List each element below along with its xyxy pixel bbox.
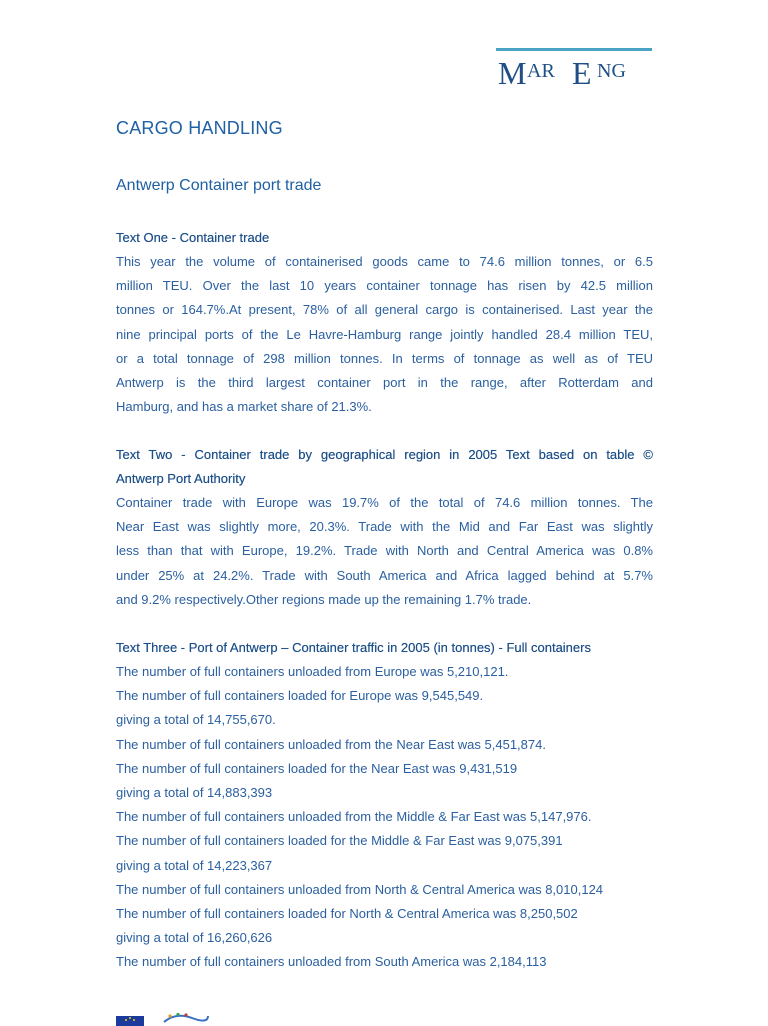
svg-text:E: E: [572, 55, 592, 88]
svg-text:AR: AR: [527, 60, 555, 82]
mareng-logo: [496, 48, 652, 90]
list-item: The number of full containers unloaded from the Near East was 5,451,874.: [116, 736, 546, 752]
section-title: Text One - Container trade: [116, 230, 270, 245]
text-line: Antwerp is the third largest container port in the range, after Rotterdam and: [116, 375, 653, 391]
text-line: Hamburg, and has a market share of 21.3%.: [116, 399, 372, 415]
list-item: giving a total of 14,223,367: [116, 857, 273, 873]
text-line: tonnes or 164.7%.At present, 78% of all general cargo is containerised. Last year the: [116, 302, 653, 318]
eu-flag-icon: [116, 1016, 144, 1026]
text-line: nine principal ports of the Le Havre-Hamburg range jointly handled 28.4 million TEU,: [116, 326, 653, 342]
list-item: The number of full containers unloaded from North & Central America was 8,010,124: [116, 881, 604, 897]
text-line: less than that with Europe, 19.2%. Trade with North and Central America was 0.8%: [116, 543, 653, 559]
page-subtitle: Antwerp Container port trade: [116, 177, 322, 194]
list-item: The number of full containers loaded for the Middle & Far East was 9,075,391: [116, 833, 563, 849]
list-item: The number of full containers unloaded from Europe was 5,210,121.: [116, 664, 509, 679]
section-paragraph: [116, 491, 653, 612]
text-line: and 9.2% respectively.Other regions made up the remaining 1.7% trade.: [116, 591, 532, 607]
section-text-two: [116, 443, 653, 612]
list-item: The number of full containers loaded for Europe was 9,545,549.: [116, 688, 484, 704]
list-item: The number of full containers unloaded from South America was 2,184,113: [116, 954, 547, 970]
page-title: CARGO HANDLING: [116, 118, 283, 138]
section-title-continued: Antwerp Port Authority: [116, 471, 246, 486]
text-line: This year the volume of containerised goods came to 74.6 million tonnes, or 6.5: [116, 254, 653, 269]
footer-logos: [116, 1010, 216, 1024]
text-line: million TEU. Over the last 10 years container tonnage has risen by 42.5 million: [116, 278, 653, 294]
section-title: Text Three - Port of Antwerp – Container traffic in 2005 (in tonnes) - Full containers: [116, 640, 591, 655]
logo-wordmark: [496, 50, 652, 88]
text-line: Container trade with Europe was 19.7% of the total of 74.6 million tonnes. The: [116, 495, 653, 510]
traffic-list: [116, 660, 653, 975]
text-line: Near East was slightly more, 20.3%. Trade with the Mid and Far East was slightly: [116, 519, 653, 535]
list-item: giving a total of 14,883,393: [116, 785, 273, 801]
list-item: giving a total of 16,260,626: [116, 930, 273, 946]
list-item: The number of full containers loaded for North & Central America was 8,250,502: [116, 906, 578, 922]
section-title: Text Two - Container trade by geographical region in 2005 Text based on table ©: [116, 447, 653, 462]
section-text-one: [116, 226, 653, 419]
list-item: The number of full containers loaded for the Near East was 9,431,519: [116, 760, 518, 776]
programme-logo-icon: [162, 1012, 210, 1024]
section-text-three: [116, 636, 653, 975]
svg-text:M: M: [498, 55, 527, 88]
list-item: The number of full containers unloaded from the Middle & Far East was 5,147,976.: [116, 809, 592, 825]
list-item: giving a total of 14,755,670.: [116, 712, 276, 728]
text-line: or a total tonnage of 298 million tonnes. In terms of tonnage as well as of TEU: [116, 350, 653, 366]
section-paragraph: [116, 250, 653, 419]
svg-text:NG: NG: [597, 60, 626, 82]
text-line: under 25% at 24.2%. Trade with South America and Africa lagged behind at 5.7%: [116, 567, 653, 583]
